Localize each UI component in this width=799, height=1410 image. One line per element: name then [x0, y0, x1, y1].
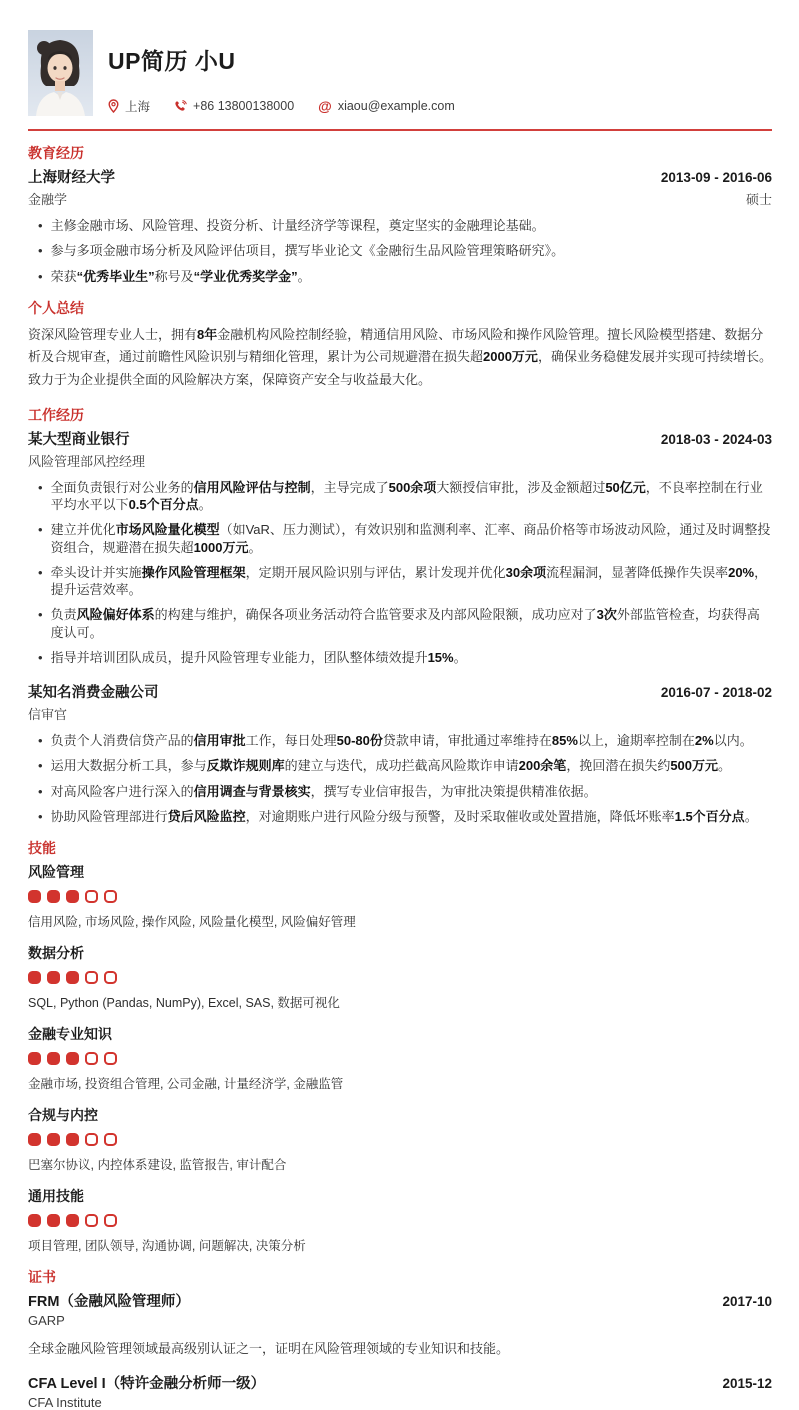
- bullet-item: [28, 732, 772, 749]
- skill-dot-empty: [104, 1052, 117, 1065]
- skill-dot-filled: [28, 971, 41, 984]
- bullet-marker: •: [38, 218, 43, 233]
- contact-location-text: 上海: [125, 100, 151, 114]
- skill-item: [28, 1024, 772, 1092]
- bullet-text: 牵头设计并实施操作风险管理框架，定期开展风险识别与评估，累计发现并优化30余项流程漏洞，显著降低操作失误率20%，提升运营效率。: [50, 564, 768, 598]
- bullet-marker: •: [38, 783, 43, 799]
- skill-dot-filled: [47, 1214, 60, 1227]
- profile-photo-illustration: [28, 30, 93, 116]
- certificate-issuer: CFA Institute: [28, 1395, 102, 1410]
- bullet-text: 全面负责银行对公业务的信用风险评估与控制，主导完成了500余项大额授信审批，涉及金额超过50亿元，不良率控制在行业平均水平以下0.5个百分点。: [50, 479, 763, 512]
- skill-dot-filled: [47, 890, 60, 903]
- education-entry-head: [28, 166, 772, 187]
- bullet-marker: •: [38, 649, 43, 665]
- bullet-item: [28, 479, 772, 514]
- skill-dot-empty: [85, 1133, 98, 1146]
- bullet-item: [28, 649, 772, 666]
- certificate-entry: [28, 1290, 772, 1357]
- skill-dot-filled: [47, 1133, 60, 1146]
- skill-dot-filled: [66, 1052, 79, 1065]
- certificate-date: 2015-12: [722, 1376, 772, 1392]
- skill-rating: [28, 1133, 772, 1146]
- bullet-text: 指导并培训团队成员，提升风险管理专业能力，团队整体绩效提升15%。: [50, 649, 467, 665]
- bullet-item: [28, 217, 772, 234]
- bullet-text: 对高风险客户进行深入的信用调查与背景核实，撰写专业信审报告，为审批决策提供精准依据。: [50, 783, 597, 799]
- bullet-item: [28, 242, 772, 259]
- certificate-issuer-row: [28, 1313, 772, 1328]
- bullet-text: 荣获“优秀毕业生”称号及“学业优秀奖学金”。: [50, 268, 311, 284]
- candidate-name: UP简历 小U: [108, 48, 236, 74]
- bullet-marker: •: [38, 564, 43, 580]
- section-experience: [28, 405, 772, 826]
- skill-name: 合规与内控: [28, 1107, 98, 1124]
- skill-item: [28, 943, 772, 1011]
- bullet-text: 运用大数据分析工具，参与反欺诈规则库的建立与迭代，成功拦截高风险欺诈申请200余笔，挽回潜在损失约500万元。: [50, 758, 732, 774]
- certificate-issuer-row: [28, 1395, 772, 1410]
- certificate-entry-head: [28, 1290, 772, 1311]
- bullet-marker: •: [38, 607, 43, 623]
- bullet-marker: •: [38, 733, 43, 749]
- education-degree: 硕士: [745, 192, 772, 207]
- school-name: 上海财经大学: [28, 170, 115, 186]
- skill-dot-empty: [85, 1214, 98, 1227]
- bullet-item: [28, 564, 772, 599]
- company-name: 某大型商业银行: [28, 431, 130, 448]
- bullet-text: 协助风险管理部进行贷后风险监控，对逾期账户进行风险分级与预警，及时采取催收或处置措施，降低坏账率1.5个百分点。: [50, 809, 758, 825]
- skill-dot-filled: [66, 890, 79, 903]
- bullet-text: 建立并优化市场风险量化模型（如VaR、压力测试），有效识别和监测利率、汇率、商品价格等市场波动风险，通过及时调整投资组合，规避潜在损失超1000万元。: [50, 522, 771, 555]
- education-major: 金融学: [28, 192, 68, 207]
- certificate-description: 全球金融风险管理领域最高级别认证之一，证明在风险管理领域的专业知识和技能。: [28, 1341, 510, 1357]
- skill-dot-empty: [104, 1133, 117, 1146]
- education-entry-sub: [28, 189, 772, 208]
- contact-row: [108, 97, 455, 115]
- job-title: 信审官: [28, 707, 68, 723]
- bullet-item: [28, 268, 772, 285]
- bullet-item: [28, 606, 772, 641]
- contact-phone: [174, 99, 294, 113]
- skill-name: 金融专业知识: [28, 1026, 112, 1043]
- job-entry: [28, 428, 772, 667]
- section-title-summary: 个人总结: [28, 299, 84, 316]
- bullet-item: [28, 808, 772, 825]
- certificate-name: FRM（金融风险管理师）: [28, 1294, 190, 1311]
- skill-dot-empty: [104, 890, 117, 903]
- skill-name: 数据分析: [28, 945, 84, 962]
- contact-email: [318, 99, 455, 113]
- header-divider: [28, 129, 772, 131]
- contact-phone-text: +86 13800138000: [193, 99, 295, 113]
- bullet-item: [28, 783, 772, 800]
- bullet-item: [28, 521, 772, 556]
- section-title-certificates: 证书: [28, 1269, 56, 1286]
- skill-keywords: 巴塞尔协议, 内控体系建设, 监管报告, 审计配合: [28, 1158, 287, 1173]
- profile-photo: [28, 30, 93, 116]
- section-skills: [28, 838, 772, 1254]
- education-date: 2013-09 - 2016-06: [660, 170, 772, 185]
- skill-dot-filled: [28, 1133, 41, 1146]
- bullet-text: 主修金融市场、风险管理、投资分析、计量经济学等课程，奠定坚实的金融理论基础。: [50, 218, 545, 233]
- skill-dot-filled: [66, 971, 79, 984]
- skill-rating: [28, 1052, 772, 1065]
- skill-item: [28, 862, 772, 930]
- skill-keywords: 信用风险, 市场风险, 操作风险, 风险量化模型, 风险偏好管理: [28, 915, 356, 930]
- bullet-text: 负责风险偏好体系的构建与维护，确保各项业务活动符合监管要求及内部风险限额，成功应对了3次外部监管检查，均获得高度认可。: [50, 607, 760, 640]
- skill-item: [28, 1186, 772, 1254]
- skill-dot-filled: [28, 1052, 41, 1065]
- skill-dot-filled: [66, 1214, 79, 1227]
- job-entry-sub: [28, 451, 772, 470]
- skill-keywords: 金融市场, 投资组合管理, 公司金融, 计量经济学, 金融监管: [28, 1077, 344, 1092]
- section-certificates: [28, 1267, 772, 1410]
- certificate-issuer: GARP: [28, 1313, 65, 1329]
- skill-name: 通用技能: [28, 1188, 84, 1205]
- job-bullets: [28, 732, 772, 825]
- skill-dot-filled: [47, 971, 60, 984]
- bullet-marker: •: [38, 479, 43, 495]
- skill-dot-empty: [85, 1052, 98, 1065]
- job-title: 风险管理部风控经理: [28, 453, 146, 469]
- certificate-entry-head: [28, 1372, 772, 1393]
- section-title-experience: 工作经历: [28, 406, 84, 423]
- phone-icon: [174, 100, 187, 113]
- certificate-entry: [28, 1372, 772, 1410]
- section-education: [28, 143, 772, 285]
- job-date: 2016-07 - 2018-02: [660, 685, 772, 701]
- skill-keywords: 项目管理, 团队领导, 沟通协调, 问题解决, 决策分析: [28, 1239, 306, 1254]
- email-icon: @: [318, 98, 332, 114]
- bullet-marker: •: [38, 758, 43, 774]
- certificate-name: CFA Level I（特许金融分析师一级）: [28, 1376, 266, 1393]
- skill-dot-filled: [66, 1133, 79, 1146]
- bullet-text: 负责个人消费信贷产品的信用审批工作，每日处理50-80份贷款申请，审批通过率维持在85%以上，逾期率控制在2%以内。: [50, 733, 753, 749]
- job-entry: [28, 681, 772, 825]
- bullet-marker: •: [38, 243, 43, 259]
- contact-location: [108, 97, 150, 115]
- job-bullets: [28, 479, 772, 667]
- skill-dot-empty: [104, 1214, 117, 1227]
- skill-dot-filled: [28, 1214, 41, 1227]
- company-name: 某知名消费金融公司: [28, 685, 159, 702]
- skill-dot-empty: [104, 971, 117, 984]
- resume-header: [28, 30, 772, 116]
- contact-email-text: xiaou@example.com: [337, 99, 455, 113]
- location-icon: [108, 99, 119, 113]
- job-entry-head: [28, 428, 772, 449]
- skill-dot-filled: [28, 890, 41, 903]
- section-title-skills: 技能: [28, 840, 56, 857]
- education-bullets: [28, 217, 772, 285]
- skill-item: [28, 1105, 772, 1173]
- job-entry-sub: [28, 704, 772, 723]
- bullet-marker: •: [38, 522, 43, 538]
- bullet-text: 参与多项金融市场分析及风险评估项目，撰写毕业论文《金融衍生品风险管理策略研究》。: [50, 243, 565, 259]
- summary-text: 资深风险管理专业人士，拥有8年金融机构风险控制经验，精通信用风险、市场风险和操作风险管理。擅长风险模型搭建、数据分析及合规审查，通过前瞻性风险识别与精细化管理，累计为公司规避潜在损失超2000万元，确保业务稳健发展并实现可持续增长。致力于为企业提供全面的风险解决方案，保障资产安全与收益最大化。: [28, 326, 772, 388]
- certificate-date: 2017-10: [722, 1294, 772, 1310]
- bullet-marker: •: [38, 268, 43, 284]
- skill-rating: [28, 890, 772, 903]
- skill-keywords: SQL, Python (Pandas, NumPy), Excel, SAS, 数据可视化: [28, 996, 340, 1011]
- bullet-marker: •: [38, 809, 43, 825]
- skill-name: 风险管理: [28, 864, 84, 881]
- skill-dot-empty: [85, 890, 98, 903]
- job-entry-head: [28, 681, 772, 702]
- bullet-item: [28, 757, 772, 774]
- section-summary: [28, 298, 772, 392]
- section-title-education: 教育经历: [28, 145, 84, 161]
- job-date: 2018-03 - 2024-03: [660, 431, 772, 447]
- skill-dot-empty: [85, 971, 98, 984]
- skill-dot-filled: [47, 1052, 60, 1065]
- header-info: [108, 30, 455, 116]
- skill-rating: [28, 1214, 772, 1227]
- skill-rating: [28, 971, 772, 984]
